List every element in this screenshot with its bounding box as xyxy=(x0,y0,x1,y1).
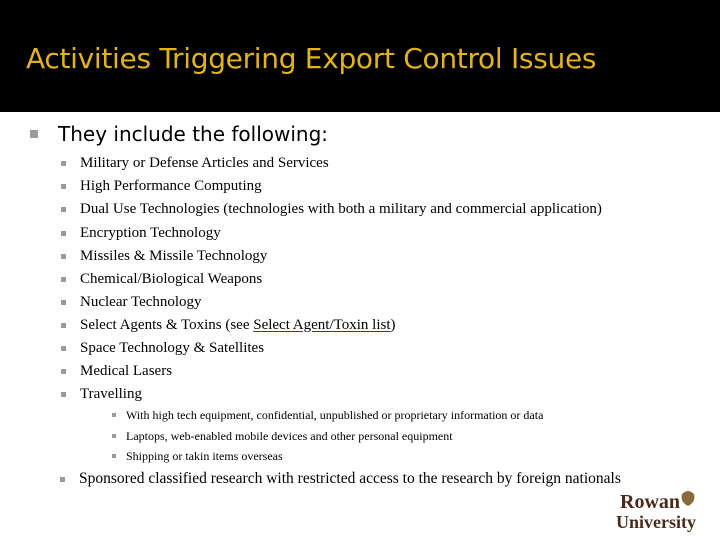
sub-item-text: Laptops, web-enabled mobile devices and other personal equipment xyxy=(126,428,453,443)
list-item-sponsored-research xyxy=(60,468,621,490)
item-text: Medical Lasers xyxy=(80,362,173,379)
logo-line-2: University xyxy=(616,512,696,532)
intro-line xyxy=(30,122,328,146)
slide-title: Activities Triggering Export Control Issues xyxy=(26,42,597,75)
square-bullet-icon xyxy=(60,477,65,482)
square-bullet-icon xyxy=(112,454,116,458)
square-bullet-icon xyxy=(61,161,66,166)
item-text: Chemical/Biological Weapons xyxy=(80,270,263,287)
sub-list-item xyxy=(112,447,283,465)
logo-line-1: Rowan xyxy=(620,491,681,513)
list-item xyxy=(61,198,602,220)
item-text: High Performance Computing xyxy=(80,177,262,194)
list-item xyxy=(61,222,221,244)
list-item xyxy=(61,383,142,405)
list-item xyxy=(61,314,396,336)
select-agent-toxin-list-link[interactable]: Select Agent/Toxin list xyxy=(253,316,391,333)
square-bullet-icon xyxy=(61,369,66,374)
item-text: Military or Defense Articles and Services xyxy=(80,154,329,171)
list-item xyxy=(61,268,262,290)
item-text-suffix: ) xyxy=(390,316,396,333)
list-item xyxy=(61,337,264,359)
list-item xyxy=(61,360,172,382)
item-text: Select Agents & Toxins (see xyxy=(80,316,250,333)
item-text: Sponsored classified research with restricted access to the research by foreign nationals xyxy=(79,470,621,487)
square-bullet-icon xyxy=(61,254,66,259)
square-bullet-icon xyxy=(112,413,116,417)
sub-list-item xyxy=(112,427,453,445)
square-bullet-icon xyxy=(61,207,66,212)
intro-text: They include the following: xyxy=(58,122,329,146)
item-text: Missiles & Missile Technology xyxy=(80,247,268,264)
list-item xyxy=(61,152,329,174)
sub-list-item xyxy=(112,406,543,424)
rowan-university-logo xyxy=(614,486,706,536)
square-bullet-icon xyxy=(61,323,66,328)
list-item xyxy=(61,175,262,197)
square-bullet-icon xyxy=(61,231,66,236)
logo-owl-icon xyxy=(682,491,695,506)
square-bullet-icon xyxy=(61,346,66,351)
list-item xyxy=(61,291,202,313)
square-bullet-icon xyxy=(30,130,38,138)
square-bullet-icon xyxy=(112,434,116,438)
sub-item-text: Shipping or takin items overseas xyxy=(126,448,283,463)
item-text: Travelling xyxy=(80,385,142,402)
title-bar xyxy=(0,0,720,112)
square-bullet-icon xyxy=(61,392,66,397)
sub-item-text: With high tech equipment, confidential, unpublished or proprietary information or data xyxy=(126,407,544,422)
item-text: Nuclear Technology xyxy=(80,293,202,310)
item-text: Encryption Technology xyxy=(80,224,221,241)
list-item xyxy=(61,245,267,267)
item-text: Space Technology & Satellites xyxy=(80,339,265,356)
square-bullet-icon xyxy=(61,277,66,282)
item-text: Dual Use Technologies (technologies with both a military and commercial application) xyxy=(80,200,602,217)
square-bullet-icon xyxy=(61,184,66,189)
square-bullet-icon xyxy=(61,300,66,305)
